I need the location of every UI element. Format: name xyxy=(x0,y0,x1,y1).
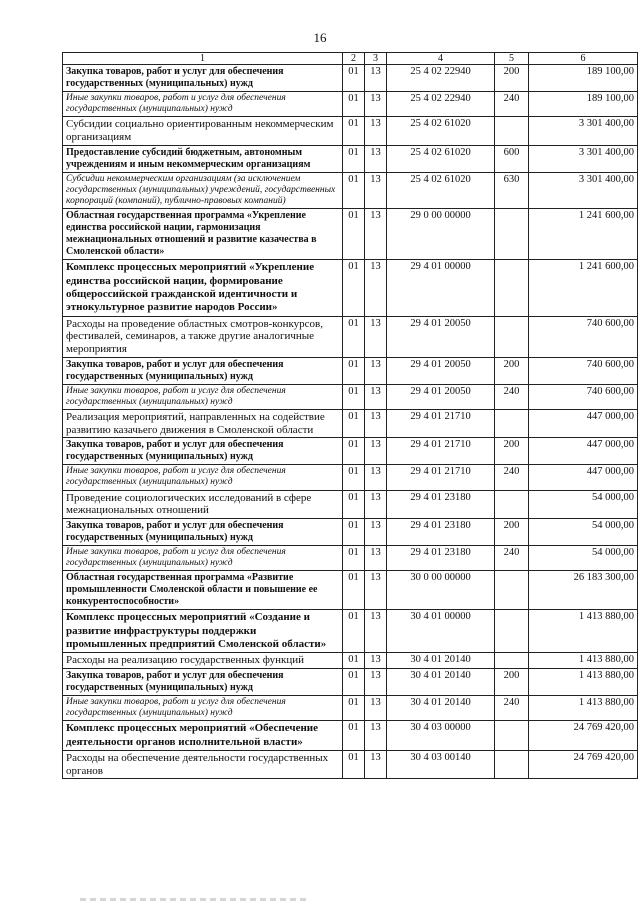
row-amount: 3 301 400,00 xyxy=(529,145,638,172)
row-section: 01 xyxy=(343,490,365,518)
col-header-1: 1 xyxy=(63,53,343,65)
table-row xyxy=(63,465,638,490)
row-section: 01 xyxy=(343,518,365,545)
row-expense-type xyxy=(495,571,529,610)
row-name: Закупка товаров, работ и услуг для обеспечения государственных (муниципальных) нужд xyxy=(63,438,343,465)
row-target-code: 29 4 01 23180 xyxy=(387,545,495,570)
row-subsection: 13 xyxy=(365,610,387,653)
col-header-3: 3 xyxy=(365,53,387,65)
row-expense-type: 240 xyxy=(495,92,529,117)
row-expense-type xyxy=(495,410,529,438)
row-name: Закупка товаров, работ и услуг для обеспечения государственных (муниципальных) нужд xyxy=(63,65,343,92)
table-row xyxy=(63,145,638,172)
table-row xyxy=(63,518,638,545)
row-subsection: 13 xyxy=(365,117,387,145)
row-target-code: 25 4 02 61020 xyxy=(387,172,495,209)
row-target-code: 29 4 01 23180 xyxy=(387,518,495,545)
table-row xyxy=(63,172,638,209)
row-name: Проведение социологических исследований в сфере межнациональных отношений xyxy=(63,490,343,518)
table-body xyxy=(63,65,638,779)
row-subsection: 13 xyxy=(365,518,387,545)
row-target-code: 29 4 01 20050 xyxy=(387,357,495,384)
row-target-code: 30 4 03 00140 xyxy=(387,751,495,779)
row-section: 01 xyxy=(343,209,365,260)
row-section: 01 xyxy=(343,260,365,317)
row-name: Расходы на обеспечение деятельности государственных органов xyxy=(63,751,343,779)
row-subsection: 13 xyxy=(365,653,387,669)
row-subsection: 13 xyxy=(365,172,387,209)
row-expense-type xyxy=(495,490,529,518)
header-row xyxy=(63,53,638,65)
row-target-code: 30 0 00 00000 xyxy=(387,571,495,610)
table-row xyxy=(63,438,638,465)
row-subsection: 13 xyxy=(365,65,387,92)
row-section: 01 xyxy=(343,696,365,721)
table-row xyxy=(63,92,638,117)
row-amount: 1 413 880,00 xyxy=(529,610,638,653)
row-subsection: 13 xyxy=(365,490,387,518)
row-name: Иные закупки товаров, работ и услуг для обеспечения государственных (муниципальных) нужд xyxy=(63,465,343,490)
table-row xyxy=(63,610,638,653)
row-name: Закупка товаров, работ и услуг для обеспечения государственных (муниципальных) нужд xyxy=(63,518,343,545)
row-expense-type xyxy=(495,610,529,653)
row-target-code: 30 4 01 20140 xyxy=(387,653,495,669)
row-section: 01 xyxy=(343,117,365,145)
row-target-code: 29 4 01 20050 xyxy=(387,384,495,409)
row-target-code: 29 4 01 00000 xyxy=(387,260,495,317)
row-subsection: 13 xyxy=(365,751,387,779)
row-expense-type: 200 xyxy=(495,669,529,696)
row-amount: 447 000,00 xyxy=(529,465,638,490)
table-row xyxy=(63,653,638,669)
row-section: 01 xyxy=(343,172,365,209)
table-row xyxy=(63,384,638,409)
row-section: 01 xyxy=(343,545,365,570)
row-subsection: 13 xyxy=(365,357,387,384)
table-row xyxy=(63,571,638,610)
row-amount: 54 000,00 xyxy=(529,518,638,545)
table-row xyxy=(63,209,638,260)
table-row xyxy=(63,117,638,145)
footer-smudge xyxy=(80,898,310,901)
row-expense-type: 240 xyxy=(495,696,529,721)
row-expense-type xyxy=(495,653,529,669)
col-header-2: 2 xyxy=(343,53,365,65)
row-section: 01 xyxy=(343,384,365,409)
row-name: Закупка товаров, работ и услуг для обеспечения государственных (муниципальных) нужд xyxy=(63,669,343,696)
row-section: 01 xyxy=(343,721,365,751)
table-row xyxy=(63,545,638,570)
row-name: Расходы на реализацию государственных функций xyxy=(63,653,343,669)
row-amount: 1 413 880,00 xyxy=(529,653,638,669)
row-name: Комплекс процессных мероприятий «Обеспечение деятельности органов исполнительной власти» xyxy=(63,721,343,751)
row-section: 01 xyxy=(343,669,365,696)
row-name: Иные закупки товаров, работ и услуг для обеспечения государственных (муниципальных) нужд xyxy=(63,696,343,721)
row-subsection: 13 xyxy=(365,410,387,438)
row-target-code: 30 4 03 00000 xyxy=(387,721,495,751)
row-amount: 54 000,00 xyxy=(529,490,638,518)
row-expense-type xyxy=(495,260,529,317)
row-amount: 189 100,00 xyxy=(529,65,638,92)
row-section: 01 xyxy=(343,751,365,779)
row-section: 01 xyxy=(343,92,365,117)
row-subsection: 13 xyxy=(365,92,387,117)
row-expense-type xyxy=(495,721,529,751)
row-section: 01 xyxy=(343,410,365,438)
row-subsection: 13 xyxy=(365,571,387,610)
row-expense-type: 200 xyxy=(495,518,529,545)
row-section: 01 xyxy=(343,571,365,610)
row-target-code: 29 0 00 00000 xyxy=(387,209,495,260)
table-row xyxy=(63,260,638,317)
row-amount: 189 100,00 xyxy=(529,92,638,117)
row-section: 01 xyxy=(343,465,365,490)
table-row xyxy=(63,751,638,779)
row-amount: 447 000,00 xyxy=(529,438,638,465)
col-header-5: 5 xyxy=(495,53,529,65)
row-name: Расходы на проведение областных смотров-конкурсов, фестивалей, семинаров, а также другие аналогичные мероприятия xyxy=(63,316,343,357)
row-expense-type xyxy=(495,316,529,357)
row-subsection: 13 xyxy=(365,384,387,409)
row-expense-type: 200 xyxy=(495,438,529,465)
row-expense-type xyxy=(495,209,529,260)
row-name: Иные закупки товаров, работ и услуг для обеспечения государственных (муниципальных) нужд xyxy=(63,545,343,570)
table-row xyxy=(63,410,638,438)
row-expense-type: 240 xyxy=(495,465,529,490)
row-subsection: 13 xyxy=(365,545,387,570)
row-name: Комплекс процессных мероприятий «Создание и развитие инфраструктуры поддержки промышленных предприятий Смоленской области» xyxy=(63,610,343,653)
row-amount: 740 600,00 xyxy=(529,357,638,384)
row-subsection: 13 xyxy=(365,145,387,172)
row-amount: 24 769 420,00 xyxy=(529,751,638,779)
page-number: 16 xyxy=(313,30,327,45)
row-target-code: 29 4 01 20050 xyxy=(387,316,495,357)
row-subsection: 13 xyxy=(365,721,387,751)
row-expense-type: 240 xyxy=(495,384,529,409)
row-section: 01 xyxy=(343,653,365,669)
table-row xyxy=(63,490,638,518)
row-target-code: 29 4 01 21710 xyxy=(387,438,495,465)
row-section: 01 xyxy=(343,65,365,92)
row-amount: 740 600,00 xyxy=(529,316,638,357)
row-expense-type xyxy=(495,117,529,145)
row-amount: 54 000,00 xyxy=(529,545,638,570)
row-subsection: 13 xyxy=(365,438,387,465)
row-target-code: 25 4 02 22940 xyxy=(387,65,495,92)
row-section: 01 xyxy=(343,610,365,653)
col-header-4: 4 xyxy=(387,53,495,65)
row-expense-type: 240 xyxy=(495,545,529,570)
table-row xyxy=(63,669,638,696)
row-name: Субсидии социально ориентированным некоммерческим организациям xyxy=(63,117,343,145)
row-subsection: 13 xyxy=(365,465,387,490)
row-target-code: 29 4 01 21710 xyxy=(387,410,495,438)
col-header-6: 6 xyxy=(529,53,638,65)
row-subsection: 13 xyxy=(365,316,387,357)
table-row xyxy=(63,316,638,357)
row-target-code: 30 4 01 00000 xyxy=(387,610,495,653)
row-amount: 447 000,00 xyxy=(529,410,638,438)
row-expense-type xyxy=(495,751,529,779)
row-subsection: 13 xyxy=(365,669,387,696)
row-amount: 1 413 880,00 xyxy=(529,669,638,696)
row-expense-type: 200 xyxy=(495,65,529,92)
table-row xyxy=(63,696,638,721)
row-section: 01 xyxy=(343,316,365,357)
row-section: 01 xyxy=(343,145,365,172)
row-target-code: 25 4 02 22940 xyxy=(387,92,495,117)
row-target-code: 30 4 01 20140 xyxy=(387,669,495,696)
row-section: 01 xyxy=(343,357,365,384)
row-target-code: 30 4 01 20140 xyxy=(387,696,495,721)
row-name: Областная государственная программа «Укрепление единства российской нации, гармонизация межнациональных отношений и развитие казачества в Смоленской области» xyxy=(63,209,343,260)
row-amount: 26 183 300,00 xyxy=(529,571,638,610)
row-target-code: 29 4 01 23180 xyxy=(387,490,495,518)
row-expense-type: 630 xyxy=(495,172,529,209)
row-expense-type: 600 xyxy=(495,145,529,172)
row-name: Областная государственная программа «Развитие промышленности Смоленской области и повышение ее конкурентоспособности» xyxy=(63,571,343,610)
row-name: Закупка товаров, работ и услуг для обеспечения государственных (муниципальных) нужд xyxy=(63,357,343,384)
row-amount: 1 413 880,00 xyxy=(529,696,638,721)
budget-table xyxy=(62,52,638,779)
row-amount: 1 241 600,00 xyxy=(529,260,638,317)
row-subsection: 13 xyxy=(365,696,387,721)
row-target-code: 25 4 02 61020 xyxy=(387,117,495,145)
row-subsection: 13 xyxy=(365,260,387,317)
row-name: Иные закупки товаров, работ и услуг для обеспечения государственных (муниципальных) нужд xyxy=(63,92,343,117)
row-amount: 3 301 400,00 xyxy=(529,172,638,209)
table-row xyxy=(63,357,638,384)
table-row xyxy=(63,721,638,751)
row-amount: 3 301 400,00 xyxy=(529,117,638,145)
row-section: 01 xyxy=(343,438,365,465)
row-name: Комплекс процессных мероприятий «Укрепление единства российской нации, формирование общероссийской гражданской идентичности и этнокультурное развитие народов России» xyxy=(63,260,343,317)
row-name: Субсидии некоммерческим организациям (за исключением государственных (муниципальных) учреждений, государственных корпораций (компаний), публично-правовых компаний) xyxy=(63,172,343,209)
row-name: Иные закупки товаров, работ и услуг для обеспечения государственных (муниципальных) нужд xyxy=(63,384,343,409)
row-amount: 740 600,00 xyxy=(529,384,638,409)
table-row xyxy=(63,65,638,92)
row-target-code: 25 4 02 61020 xyxy=(387,145,495,172)
row-amount: 1 241 600,00 xyxy=(529,209,638,260)
row-amount: 24 769 420,00 xyxy=(529,721,638,751)
row-subsection: 13 xyxy=(365,209,387,260)
row-target-code: 29 4 01 21710 xyxy=(387,465,495,490)
row-name: Предоставление субсидий бюджетным, автономным учреждениям и иным некоммерческим организациям xyxy=(63,145,343,172)
row-expense-type: 200 xyxy=(495,357,529,384)
row-name: Реализация мероприятий, направленных на содействие развитию казачьего движения в Смоленской области xyxy=(63,410,343,438)
